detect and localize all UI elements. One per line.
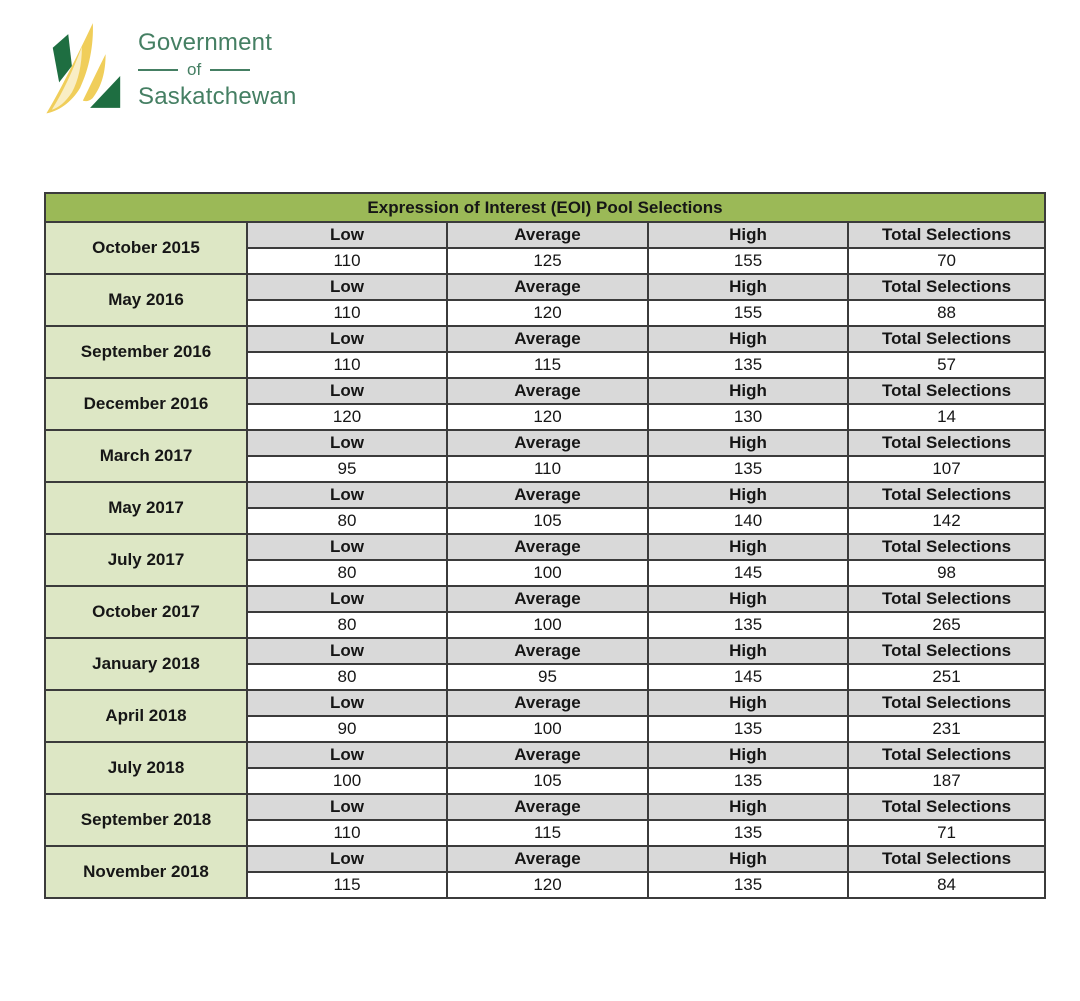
high-value: 135 xyxy=(648,716,848,742)
period-cell: May 2016 xyxy=(45,274,247,326)
col-header-high: High xyxy=(648,534,848,560)
col-header-low: Low xyxy=(247,742,447,768)
col-header-high: High xyxy=(648,742,848,768)
table-title: Expression of Interest (EOI) Pool Selections xyxy=(45,193,1045,222)
period-group xyxy=(45,274,1045,326)
average-value: 115 xyxy=(447,820,648,846)
period-group xyxy=(45,534,1045,586)
period-group xyxy=(45,430,1045,482)
col-header-total-selections: Total Selections xyxy=(848,482,1045,508)
period-cell: July 2018 xyxy=(45,742,247,794)
col-header-average: Average xyxy=(447,690,648,716)
period-cell: December 2016 xyxy=(45,378,247,430)
col-header-high: High xyxy=(648,794,848,820)
col-header-total-selections: Total Selections xyxy=(848,586,1045,612)
col-header-average: Average xyxy=(447,378,648,404)
period-cell: July 2017 xyxy=(45,534,247,586)
col-header-average: Average xyxy=(447,222,648,248)
period-cell: May 2017 xyxy=(45,482,247,534)
low-value: 110 xyxy=(247,248,447,274)
col-header-average: Average xyxy=(447,274,648,300)
wheat-sheaf-icon xyxy=(40,14,122,118)
col-header-high: High xyxy=(648,586,848,612)
period-cell: September 2016 xyxy=(45,326,247,378)
high-value: 130 xyxy=(648,404,848,430)
low-value: 110 xyxy=(247,352,447,378)
logo-of-row xyxy=(138,61,297,79)
col-header-high: High xyxy=(648,430,848,456)
col-header-high: High xyxy=(648,846,848,872)
col-header-high: High xyxy=(648,222,848,248)
low-value: 80 xyxy=(247,508,447,534)
total-selections-value: 231 xyxy=(848,716,1045,742)
col-header-average: Average xyxy=(447,742,648,768)
high-value: 135 xyxy=(648,820,848,846)
low-value: 80 xyxy=(247,612,447,638)
header-row xyxy=(45,794,1045,820)
high-value: 135 xyxy=(648,872,848,898)
average-value: 125 xyxy=(447,248,648,274)
col-header-average: Average xyxy=(447,794,648,820)
col-header-low: Low xyxy=(247,326,447,352)
period-group xyxy=(45,794,1045,846)
total-selections-value: 57 xyxy=(848,352,1045,378)
average-value: 120 xyxy=(447,404,648,430)
logo-right-dash xyxy=(210,69,250,71)
col-header-low: Low xyxy=(247,534,447,560)
col-header-total-selections: Total Selections xyxy=(848,326,1045,352)
total-selections-value: 142 xyxy=(848,508,1045,534)
total-selections-value: 107 xyxy=(848,456,1045,482)
low-value: 100 xyxy=(247,768,447,794)
period-group xyxy=(45,638,1045,690)
header-row xyxy=(45,742,1045,768)
col-header-high: High xyxy=(648,482,848,508)
col-header-total-selections: Total Selections xyxy=(848,690,1045,716)
col-header-total-selections: Total Selections xyxy=(848,378,1045,404)
col-header-low: Low xyxy=(247,222,447,248)
period-group xyxy=(45,378,1045,430)
period-cell: September 2018 xyxy=(45,794,247,846)
period-cell: April 2018 xyxy=(45,690,247,742)
col-header-high: High xyxy=(648,326,848,352)
col-header-average: Average xyxy=(447,326,648,352)
total-selections-value: 251 xyxy=(848,664,1045,690)
logo-word-saskatchewan: Saskatchewan xyxy=(138,83,297,111)
col-header-high: High xyxy=(648,378,848,404)
average-value: 120 xyxy=(447,300,648,326)
high-value: 135 xyxy=(648,456,848,482)
logo-left-dash xyxy=(138,69,178,71)
col-header-total-selections: Total Selections xyxy=(848,222,1045,248)
high-value: 145 xyxy=(648,664,848,690)
low-value: 110 xyxy=(247,820,447,846)
low-value: 120 xyxy=(247,404,447,430)
col-header-average: Average xyxy=(447,586,648,612)
col-header-total-selections: Total Selections xyxy=(848,794,1045,820)
period-cell: March 2017 xyxy=(45,430,247,482)
col-header-low: Low xyxy=(247,430,447,456)
logo-wordmark xyxy=(138,14,297,109)
logo-word-of: of xyxy=(187,60,202,80)
col-header-high: High xyxy=(648,690,848,716)
average-value: 110 xyxy=(447,456,648,482)
period-group xyxy=(45,846,1045,898)
period-group xyxy=(45,482,1045,534)
low-value: 110 xyxy=(247,300,447,326)
col-header-low: Low xyxy=(247,378,447,404)
period-group xyxy=(45,586,1045,638)
col-header-low: Low xyxy=(247,274,447,300)
col-header-low: Low xyxy=(247,794,447,820)
total-selections-value: 14 xyxy=(848,404,1045,430)
average-value: 100 xyxy=(447,560,648,586)
total-selections-value: 71 xyxy=(848,820,1045,846)
average-value: 105 xyxy=(447,768,648,794)
high-value: 155 xyxy=(648,248,848,274)
col-header-low: Low xyxy=(247,690,447,716)
col-header-total-selections: Total Selections xyxy=(848,742,1045,768)
header-row xyxy=(45,274,1045,300)
header-row xyxy=(45,222,1045,248)
col-header-low: Low xyxy=(247,638,447,664)
header-row xyxy=(45,482,1045,508)
header-row xyxy=(45,430,1045,456)
col-header-average: Average xyxy=(447,482,648,508)
logo-word-government: Government xyxy=(138,29,273,56)
low-value: 95 xyxy=(247,456,447,482)
average-value: 105 xyxy=(447,508,648,534)
period-group xyxy=(45,742,1045,794)
col-header-low: Low xyxy=(247,482,447,508)
col-header-average: Average xyxy=(447,430,648,456)
total-selections-value: 187 xyxy=(848,768,1045,794)
high-value: 140 xyxy=(648,508,848,534)
col-header-high: High xyxy=(648,274,848,300)
government-of-saskatchewan-logo xyxy=(40,14,297,118)
high-value: 135 xyxy=(648,352,848,378)
low-value: 80 xyxy=(247,664,447,690)
col-header-low: Low xyxy=(247,586,447,612)
high-value: 145 xyxy=(648,560,848,586)
high-value: 135 xyxy=(648,612,848,638)
total-selections-value: 98 xyxy=(848,560,1045,586)
average-value: 120 xyxy=(447,872,648,898)
col-header-average: Average xyxy=(447,638,648,664)
header-row xyxy=(45,638,1045,664)
header-row xyxy=(45,586,1045,612)
low-value: 90 xyxy=(247,716,447,742)
col-header-total-selections: Total Selections xyxy=(848,274,1045,300)
period-cell: October 2015 xyxy=(45,222,247,274)
header-row xyxy=(45,326,1045,352)
period-group xyxy=(45,222,1045,274)
col-header-total-selections: Total Selections xyxy=(848,638,1045,664)
total-selections-value: 88 xyxy=(848,300,1045,326)
period-cell: January 2018 xyxy=(45,638,247,690)
low-value: 80 xyxy=(247,560,447,586)
col-header-average: Average xyxy=(447,846,648,872)
header-row xyxy=(45,690,1045,716)
col-header-high: High xyxy=(648,638,848,664)
col-header-low: Low xyxy=(247,846,447,872)
header-row xyxy=(45,846,1045,872)
eoi-pool-selections-table xyxy=(44,192,1046,899)
period-group xyxy=(45,326,1045,378)
high-value: 155 xyxy=(648,300,848,326)
col-header-total-selections: Total Selections xyxy=(848,430,1045,456)
header-row xyxy=(45,534,1045,560)
period-cell: November 2018 xyxy=(45,846,247,898)
low-value: 115 xyxy=(247,872,447,898)
col-header-total-selections: Total Selections xyxy=(848,534,1045,560)
high-value: 135 xyxy=(648,768,848,794)
average-value: 100 xyxy=(447,612,648,638)
period-group xyxy=(45,690,1045,742)
average-value: 100 xyxy=(447,716,648,742)
total-selections-value: 84 xyxy=(848,872,1045,898)
total-selections-value: 70 xyxy=(848,248,1045,274)
header-row xyxy=(45,378,1045,404)
col-header-total-selections: Total Selections xyxy=(848,846,1045,872)
average-value: 95 xyxy=(447,664,648,690)
period-cell: October 2017 xyxy=(45,586,247,638)
col-header-average: Average xyxy=(447,534,648,560)
total-selections-value: 265 xyxy=(848,612,1045,638)
average-value: 115 xyxy=(447,352,648,378)
